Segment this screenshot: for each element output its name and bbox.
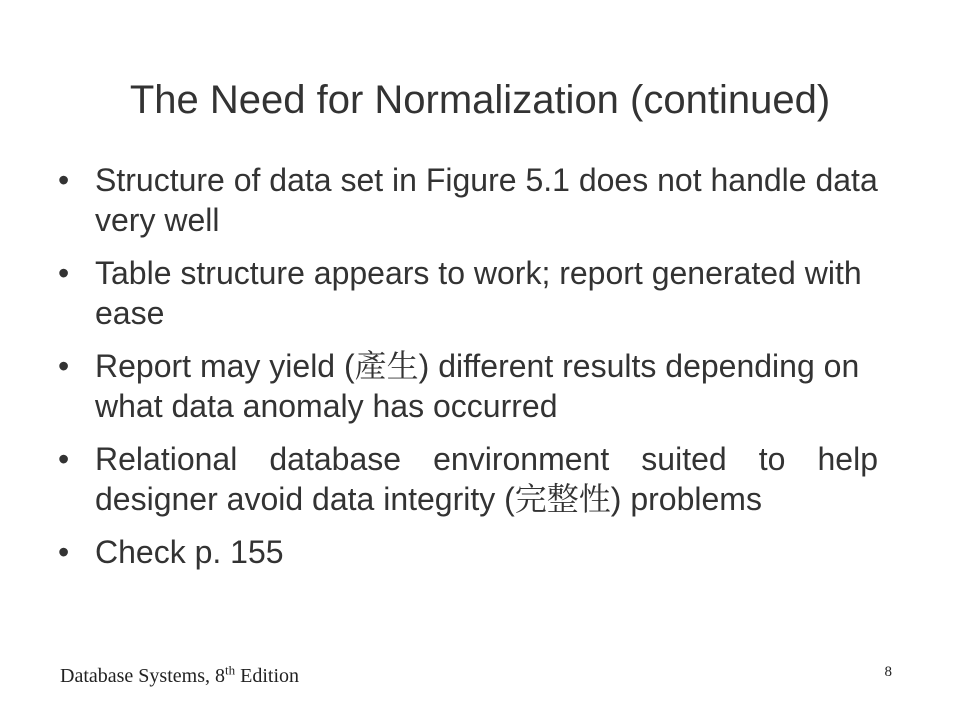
- bullet-text: Relational database environment suited to help designer avoid data integrity (完整性) problems: [95, 441, 878, 517]
- bullet-text: Structure of data set in Figure 5.1 does not handle data very well: [95, 162, 878, 238]
- bullet-marker: •: [58, 348, 70, 384]
- footer-book-title-text: Database Systems, 8: [60, 665, 225, 687]
- bullet-list: [58, 160, 878, 585]
- bullet-item: [58, 346, 878, 426]
- edition-superscript: th: [224, 662, 236, 678]
- bullet-text: Report may yield (產生) different results depending on what data anomaly has occurred: [95, 348, 860, 424]
- bullet-marker: •: [58, 162, 70, 198]
- bullet-text: Table structure appears to work; report generated with ease: [95, 255, 862, 331]
- bullet-marker: •: [58, 255, 70, 291]
- bullet-item: [58, 253, 878, 333]
- bullet-marker: •: [58, 441, 70, 477]
- footer-edition-text: Edition: [235, 665, 299, 687]
- bullet-item: [58, 532, 878, 572]
- bullet-marker: •: [58, 534, 70, 570]
- bullet-text: Check p. 155: [95, 534, 284, 570]
- footer-book-title: [60, 663, 299, 689]
- slide-title: The Need for Normalization (continued): [129, 78, 831, 122]
- bullet-item: [58, 160, 878, 240]
- bullet-item: [58, 439, 878, 519]
- page-number: 8: [884, 664, 892, 680]
